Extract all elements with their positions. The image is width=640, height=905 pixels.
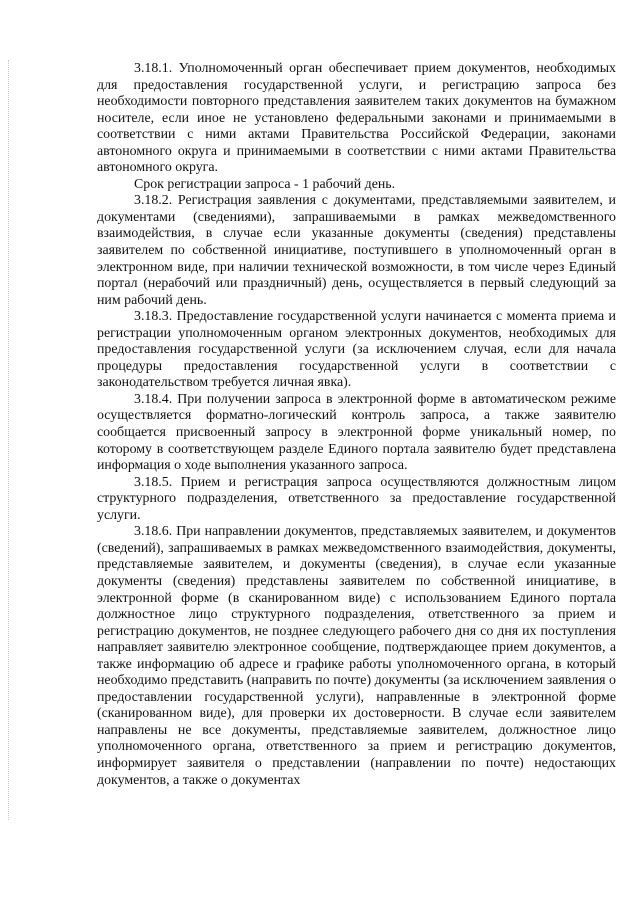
paragraph-3-18-5: 3.18.5. Прием и регистрация запроса осуществляются должностным лицом структурного подразделения, ответственного за предоставление государственной услуги. bbox=[97, 474, 616, 523]
paragraph-3-18-6: 3.18.6. При направлении документов, представляемых заявителем, и документов (сведений), запрашиваемых в рамках межведомственного взаимодействия, документы, представляемые заявителем, и документы (сведения), в случае если указанные документы (сведения) представлены заявителем по собственной инициативе, в электронной форме (в сканированном виде) с использованием Единого портала должностное лицо структурного подразделения, ответственного за прием и регистрацию документов, не позднее следующего рабочего дня со дня их поступления направляет заявителю электронное сообщение, подтверждающее прием документов, а также информацию об адресе и графике работы уполномоченного органа, в который необходимо представить (направить по почте) документы (за исключением заявления о предоставлении государственной услуги), направленные в электронной форме (сканированном виде), для проверки их достоверности. В случае если заявителем направлены не все документы, представляемые заявителем, должностное лицо уполномоченного органа, ответственного за прием и регистрацию документов, информирует заявителя о представлении (направлении по почте) недостающих документов, а также о документах bbox=[97, 524, 616, 788]
paragraph-3-18-4: 3.18.4. При получении запроса в электронной форме в автоматическом режиме осуществляется форматно-логический контроль запроса, а также заявителю сообщается присвоенный запросу в электронной форме уникальный номер, по которому в соответствующем разделе Единого портала заявителю будет представлена информация о ходе выполнения указанного запроса. bbox=[97, 391, 616, 474]
paragraph-3-18-3: 3.18.3. Предоставление государственной услуги начинается с момента приема и регистрации уполномоченным органом электронных документов, необходимых для предоставления государственной услуги (за исключением случая, если для начала процедуры предоставления государственной услуги в соответствии с законодательством требуется личная явка). bbox=[97, 309, 616, 391]
paragraph-3-18-1: 3.18.1. Уполномоченный орган обеспечивает прием документов, необходимых для предоставления государственной услуги, и регистрацию запроса без необходимости повторного представления заявителем таких документов на бумажном носителе, если иное не установлено федеральными законами и принимаемыми в соответствии с ними актами Правительства Российской Федерации, законами автономного округа и принимаемыми в соответствии с ними актами Правительства автономного округа. bbox=[97, 61, 616, 176]
paragraph-3-18-2: 3.18.2. Регистрация заявления с документами, представляемыми заявителем, и документами (сведениями), запрашиваемыми в рамках межведомственного взаимодействия, в случае если указанные документы (сведения) представлены заявителем по собственной инициативе, поступившего в уполномоченный орган в электронном виде, при наличии технической возможности, в том числе через Единый портал (нерабочий или праздничный) день, осуществляется в первый следующий за ним рабочий день. bbox=[97, 193, 616, 308]
paragraph-registration-term: Срок регистрации запроса - 1 рабочий день. bbox=[134, 176, 396, 192]
margin-line bbox=[8, 60, 9, 820]
document-body bbox=[97, 61, 616, 789]
